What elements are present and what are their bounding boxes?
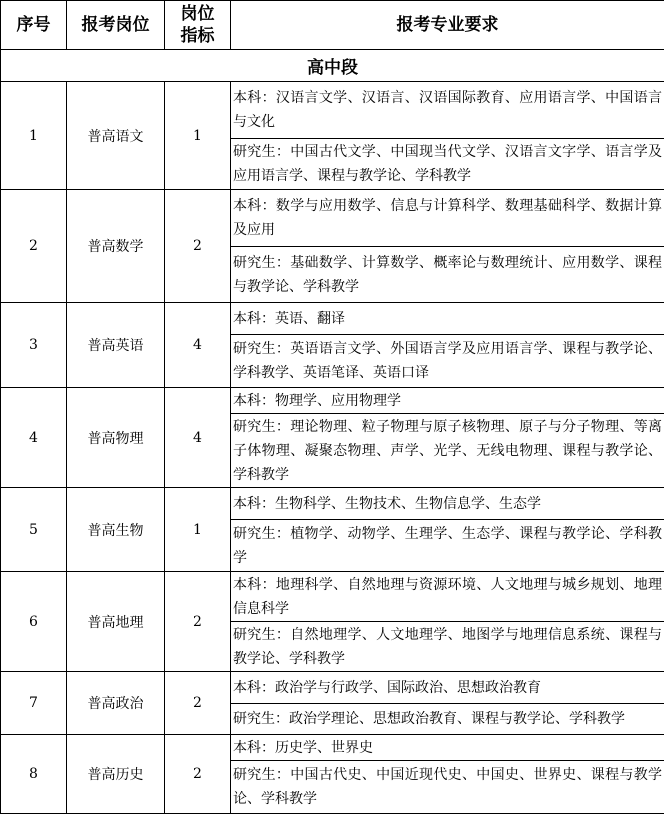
row-number: 6: [1, 572, 67, 672]
row-quota: 2: [165, 190, 231, 303]
grad-requirement: 研究生：中国古代文学、中国现当代文学、汉语言文字学、语言学及应用语言学、课程与教学论、学科教学: [231, 139, 664, 190]
table-row: [1, 488, 664, 520]
grad-requirement: 研究生：理论物理、粒子物理与原子核物理、原子与分子物理、等离子体物理、凝聚态物理、声学、光学、无线电物理、课程与教学论、学科教学: [231, 414, 664, 488]
row-quota: 2: [165, 735, 231, 814]
undergrad-requirement: 本科：物理学、应用物理学: [231, 388, 664, 414]
row-number: 7: [1, 672, 67, 735]
row-quota: 2: [165, 672, 231, 735]
table-row: [1, 735, 664, 761]
header-requirements: 报考专业要求: [231, 1, 664, 50]
row-quota: 4: [165, 303, 231, 388]
table-row: [1, 388, 664, 414]
row-post: 普高语文: [67, 82, 165, 190]
row-post: 普高政治: [67, 672, 165, 735]
grad-requirement: 研究生：政治学理论、思想政治教育、课程与教学论、学科教学: [231, 704, 664, 735]
row-post: 普高地理: [67, 572, 165, 672]
section-title: 高中段: [1, 50, 664, 82]
table-row: [1, 303, 664, 335]
row-number: 5: [1, 488, 67, 572]
undergrad-requirement: 本科：政治学与行政学、国际政治、思想政治教育: [231, 672, 664, 704]
grad-requirement: 研究生：植物学、动物学、生理学、生态学、课程与教学论、学科教学: [231, 520, 664, 572]
grad-requirement: 研究生：英语语言文学、外国语言学及应用语言学、课程与教学论、学科教学、英语笔译、英语口译: [231, 335, 664, 388]
row-post: 普高英语: [67, 303, 165, 388]
undergrad-requirement: 本科：生物科学、生物技术、生物信息学、生态学: [231, 488, 664, 520]
row-post: 普高生物: [67, 488, 165, 572]
table-row: [1, 572, 664, 622]
undergrad-requirement: 本科：汉语言文学、汉语言、汉语国际教育、应用语言学、中国语言与文化: [231, 82, 664, 139]
header-quota-text: 岗位指标: [176, 3, 220, 47]
row-quota: 1: [165, 82, 231, 190]
grad-requirement: 研究生：中国古代史、中国近现代史、中国史、世界史、课程与教学论、学科教学: [231, 761, 664, 814]
table-row: [1, 82, 664, 139]
row-quota: 4: [165, 388, 231, 488]
undergrad-requirement: 本科：历史学、世界史: [231, 735, 664, 761]
row-post: 普高历史: [67, 735, 165, 814]
undergrad-requirement: 本科：数学与应用数学、信息与计算科学、数理基础科学、数据计算及应用: [231, 190, 664, 247]
grad-requirement: 研究生：自然地理学、人文地理学、地图学与地理信息系统、课程与教学论、学科教学: [231, 622, 664, 672]
header-quota: [165, 1, 231, 50]
row-post: 普高数学: [67, 190, 165, 303]
header-row: [1, 1, 664, 50]
table-row: [1, 190, 664, 247]
undergrad-requirement: 本科：英语、翻译: [231, 303, 664, 335]
table-row: [1, 672, 664, 704]
row-number: 8: [1, 735, 67, 814]
row-quota: 1: [165, 488, 231, 572]
section-row: [1, 50, 664, 82]
row-number: 3: [1, 303, 67, 388]
row-post: 普高物理: [67, 388, 165, 488]
row-number: 2: [1, 190, 67, 303]
row-number: 4: [1, 388, 67, 488]
header-num: 序号: [1, 1, 67, 50]
undergrad-requirement: 本科：地理科学、自然地理与资源环境、人文地理与城乡规划、地理信息科学: [231, 572, 664, 622]
row-quota: 2: [165, 572, 231, 672]
header-post: 报考岗位: [67, 1, 165, 50]
grad-requirement: 研究生：基础数学、计算数学、概率论与数理统计、应用数学、课程与教学论、学科教学: [231, 247, 664, 303]
row-number: 1: [1, 82, 67, 190]
